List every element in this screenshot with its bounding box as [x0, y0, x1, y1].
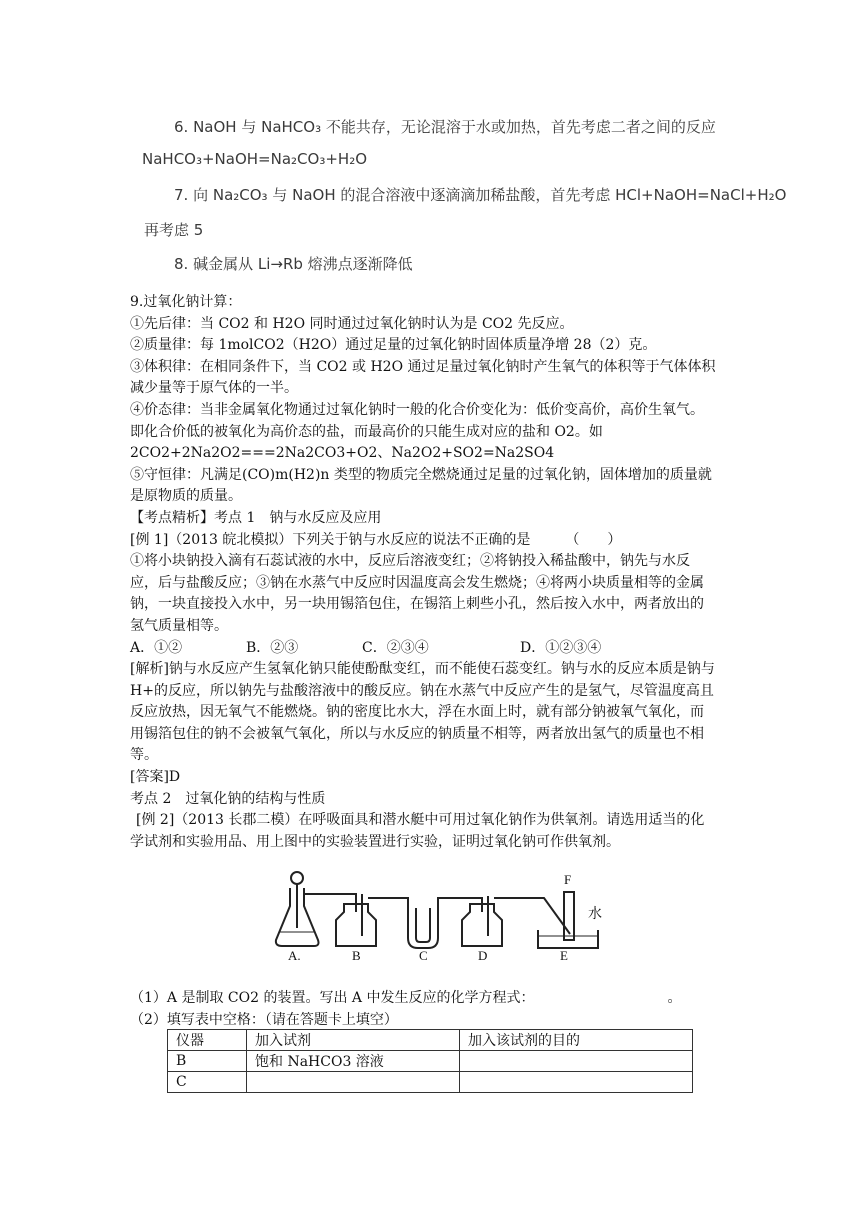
- answer-table: [167, 1029, 693, 1093]
- section-9-title: 9.过氧化钠计算：: [130, 294, 242, 310]
- choice-c: C．②③④: [362, 639, 429, 656]
- note-7-line1: 7. 向 Na₂CO₃ 与 NaOH 的混合溶液中逐滴滴加稀盐酸，首先考虑 HCl+NaOH=NaCl+H₂O: [174, 186, 787, 204]
- example-1-choices: [130, 638, 716, 660]
- rule-volume: ③体积律：在相同条件下，当 CO2 或 H2O 通过足量过氧化钠时产生氧气的体积等于气体体积减少量等于原气体的一半。: [130, 358, 716, 397]
- table-row: [168, 1072, 693, 1093]
- example-1-answer: [答案]D: [130, 769, 181, 786]
- table-header-row: [168, 1030, 693, 1051]
- rule-conservation: ⑤守恒律：凡满足(CO)m(H2)n 类型的物质完全燃烧通过足量的过氧化钠，固体增加的质量就是原物质的质量。: [130, 466, 712, 505]
- row-b-reagent: 饱和 NaHCO3 溶液: [247, 1051, 460, 1072]
- note-6-equation: NaHCO₃+NaOH=Na₂CO₃+H₂O: [142, 150, 368, 168]
- topic-2-heading: 考点 2 过氧化钠的结构与性质: [130, 790, 326, 807]
- header-purpose: 加入该试剂的目的: [460, 1030, 693, 1051]
- note-7-line2: 再考虑 5: [144, 221, 204, 239]
- note-8: 8. 碱金属从 Li→Rb 熔沸点逐渐降低: [174, 255, 413, 273]
- main-text: [130, 292, 716, 853]
- question-1: （1）A 是制取 CO2 的装置。写出 A 中发生反应的化学方程式： 。: [130, 990, 682, 1006]
- rule-mass: ②质量律：每 1molCO2（H2O）通过足量的过氧化钠时固体质量净增 28（2）克。: [130, 337, 657, 354]
- rule-valence: ④价态律：当非金属氧化物通过过氧化钠时一般的化合价变化为：低价变高价，高价生氧气。即化合价低的被氧化为高价态的盐，而最高价的只能生成对应的盐和 O2。如 2CO2+2Na2O2===2Na2CO3+O2、Na2O2+SO2=Na2SO4: [130, 401, 704, 462]
- example-1-stem: [例 1]（2013 皖北模拟）下列关于钠与水反应的说法不正确的是 （ ）: [130, 531, 622, 548]
- header-reagent: 加入试剂: [247, 1030, 460, 1051]
- choice-d: D．①②③④: [520, 639, 602, 656]
- label-e: E: [560, 948, 568, 960]
- row-b-instrument: B: [168, 1051, 247, 1072]
- row-c-reagent[interactable]: [247, 1072, 460, 1093]
- question-2: （2）填写表中空格：（请在答题卡上填空）: [130, 1012, 398, 1028]
- example-1-analysis: [解析]钠与水反应产生氢氧化钠只能使酚酞变红，而不能使石蕊变红。钠与水的反应本质是钠与 H+的反应，所以钠先与盐酸溶液中的酸反应。钠在水蒸气中反应产生的是氢气，尽管温度高且反应放热，因无氧气不能燃烧。钠的密度比水大，浮在水面上时，就有部分钠被氧气氧化，而用锡箔包住的钠不会被氧气氧化，所以与水反应的钠质量不相等，两者放出氢气的质量也不相等。: [130, 661, 715, 764]
- label-a: A.: [288, 948, 301, 960]
- row-c-purpose[interactable]: [460, 1072, 693, 1093]
- rule-order: ①先后律：当 CO2 和 H2O 同时通过过氧化钠时认为是 CO2 先反应。: [130, 315, 574, 332]
- example-1-statements: ①将小块钠投入滴有石蕊试液的水中，反应后溶液变红；②将钠投入稀盐酸中，钠先与水反应，后与盐酸反应；③钠在水蒸气中反应时因温度高会发生燃烧；④将两小块质量相等的金属钠，一块直接投入水中，另一块用锡箔包住，在锡箔上刺些小孔，然后按入水中，两者放出的氢气质量相等。: [130, 553, 704, 634]
- row-b-purpose[interactable]: [460, 1051, 693, 1072]
- choice-a: A．①②: [130, 639, 183, 656]
- label-water: 水: [588, 907, 602, 922]
- apparatus-diagram: [268, 868, 608, 960]
- example-2-stem: [例 2]（2013 长郡二模）在呼吸面具和潜水艇中可用过氧化钠作为供氧剂。请选用适当的化学试剂和实验用品、用上图中的实验装置进行实验，证明过氧化钠可作供氧剂。: [130, 812, 705, 850]
- label-f: F: [564, 872, 572, 887]
- row-c-instrument: C: [168, 1072, 247, 1093]
- choice-b: B．②③: [246, 639, 299, 656]
- label-c: C: [419, 948, 428, 960]
- label-b: B: [352, 948, 361, 960]
- header-instrument: 仪器: [168, 1030, 247, 1051]
- table-row: [168, 1051, 693, 1072]
- label-d: D: [478, 948, 488, 960]
- note-6-line1: 6. NaOH 与 NaHCO₃ 不能共存，无论混溶于水或加热，首先考虑二者之间的反应: [174, 118, 716, 136]
- topic-1-heading: 【考点精析】考点 1 钠与水反应及应用: [130, 509, 382, 526]
